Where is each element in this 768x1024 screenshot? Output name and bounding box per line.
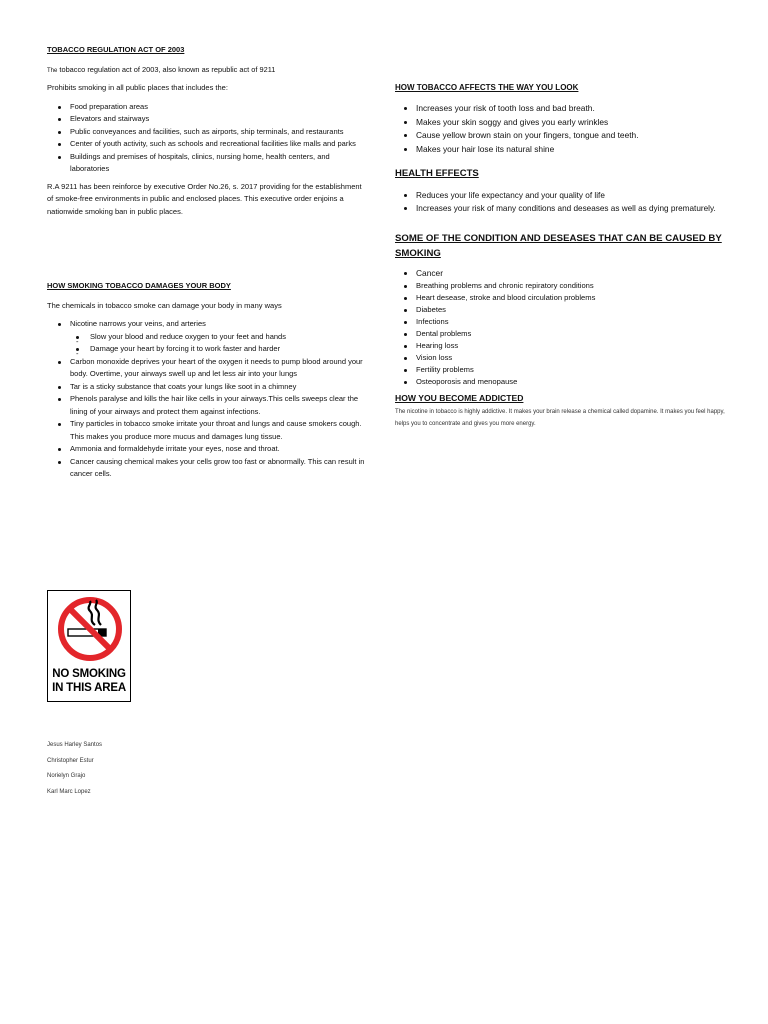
list-item: Breathing problems and chronic repiratory conditions bbox=[403, 280, 730, 292]
list-item: Heart desease, stroke and blood circulation problems bbox=[403, 292, 730, 304]
no-smoking-icon bbox=[48, 591, 132, 667]
right-column bbox=[395, 82, 730, 430]
ra-paragraph: R.A 9211 has been reinforce by executive Order No.26, s. 2017 providing for the establishment of smoke-free environments in public and enclosed places. This executive order enjoins a nationwide smoking ban in public places. bbox=[47, 181, 362, 216]
sub-item: - Damage your heart by forcing it to work faster and harder bbox=[76, 343, 369, 356]
addicted-text: The nicotine in tobacco is highly addictive. It makes your brain release a chemical called dopamine. It makes you feel happy, helps you to concentrate and gives you more energy. bbox=[395, 409, 725, 427]
list-item: Osteoporosis and menopause bbox=[403, 376, 730, 388]
act-intro bbox=[47, 64, 369, 78]
sign-line-1: NO SMOKING bbox=[52, 668, 126, 680]
list-item: Makes your skin soggy and gives you early wrinkles bbox=[403, 116, 730, 130]
list-item: Cancer causing chemical makes your cells grow too fast or abnormally. This can result in cancer cells. bbox=[57, 456, 369, 481]
damage-title: HOW SMOKING TOBACCO DAMAGES YOUR BODY bbox=[47, 281, 231, 290]
conditions-list bbox=[403, 267, 730, 388]
list-item: Center of youth activity, such as schools and recreational facilities like malls and parks bbox=[57, 138, 369, 151]
act-intro-prefix: The bbox=[47, 67, 58, 74]
prohibits-text: Prohibits smoking in all public places that includes the: bbox=[47, 83, 228, 92]
list-item: Ammonia and formaldehyde irritate your eyes, nose and throat. bbox=[57, 443, 369, 456]
list-item: Vision loss bbox=[403, 352, 730, 364]
list-item: Buildings and premises of hospitals, clinics, nursing home, health centers, and laboratories bbox=[57, 151, 369, 176]
list-item: Hearing loss bbox=[403, 340, 730, 352]
list-item: Increases your risk of tooth loss and bad breath. bbox=[403, 102, 730, 116]
list-item: Cancer bbox=[403, 267, 730, 280]
act-intro-text: tobacco regulation act of 2003, also known as republic act of 9211 bbox=[59, 64, 276, 74]
no-smoking-sign bbox=[47, 590, 131, 702]
damage-intro: The chemicals in tobacco smoke can damage your body in many ways bbox=[47, 300, 282, 310]
sign-line-2: IN THIS AREA bbox=[52, 682, 126, 694]
author-name: Jesus Harley Santos bbox=[47, 742, 103, 748]
author-name: Norielyn Grajo bbox=[47, 773, 86, 779]
health-title: HEALTH EFFECTS bbox=[395, 168, 479, 179]
list-item: Infections bbox=[403, 316, 730, 328]
list-item: Public conveyances and facilities, such as airports, ship terminals, and restaurants bbox=[57, 126, 369, 139]
health-list bbox=[403, 189, 730, 215]
list-item: Food preparation areas bbox=[57, 101, 369, 114]
list-item: Fertility problems bbox=[403, 364, 730, 376]
list-item bbox=[57, 318, 369, 356]
list-item: Dental problems bbox=[403, 328, 730, 340]
damage-list bbox=[57, 318, 369, 481]
sub-item: - Slow your blood and reduce oxygen to your feet and hands bbox=[76, 331, 369, 344]
list-item: Cause yellow brown stain on your fingers, tongue and teeth. bbox=[403, 129, 730, 143]
left-column bbox=[47, 44, 369, 481]
authors-list bbox=[47, 740, 102, 802]
list-item: Increases your risk of many conditions and deseases as well as dying prematurely. bbox=[403, 202, 730, 215]
author-name: Karl Marc Lopez bbox=[47, 788, 91, 795]
act-title: TOBACCO REGULATION ACT OF 2003 bbox=[47, 45, 185, 54]
list-item: Phenols paralyse and kills the hair like cells in your airways.This cells sweeps clear the lining of your airways and protect them against infections. bbox=[57, 393, 369, 418]
author-name: Christopher Estur bbox=[47, 757, 94, 764]
addicted-title: HOW YOU BECOME ADDICTED bbox=[395, 393, 524, 403]
list-item: Elevators and stairways bbox=[57, 113, 369, 126]
look-list bbox=[403, 102, 730, 156]
list-item: Diabetes bbox=[403, 304, 730, 316]
conditions-title: SOME OF THE CONDITION AND DESEASES THAT CAN BE CAUSED BY SMOKING bbox=[395, 233, 722, 259]
list-item: Tar is a sticky substance that coats your lungs like soot in a chimney bbox=[57, 381, 369, 394]
nicotine-sublist bbox=[76, 331, 369, 356]
list-item: Carbon monoxide deprives your heart of the oxygen it needs to pump blood around your body. Overtime, your airways swell up and let less air into your lungs bbox=[57, 356, 369, 381]
nicotine-text: Nicotine narrows your veins, and arteries bbox=[70, 319, 206, 328]
sign-text bbox=[48, 667, 130, 695]
list-item: Makes your hair lose its natural shine bbox=[403, 143, 730, 157]
look-title: HOW TOBACCO AFFECTS THE WAY YOU LOOK bbox=[395, 83, 579, 92]
list-item: Reduces your life expectancy and your quality of life bbox=[403, 189, 730, 202]
places-list bbox=[57, 101, 369, 176]
list-item: Tiny particles in tobacco smoke irritate your throat and lungs and cause smokers cough. This makes you produce more mucus and damages lung tissue. bbox=[57, 418, 369, 443]
